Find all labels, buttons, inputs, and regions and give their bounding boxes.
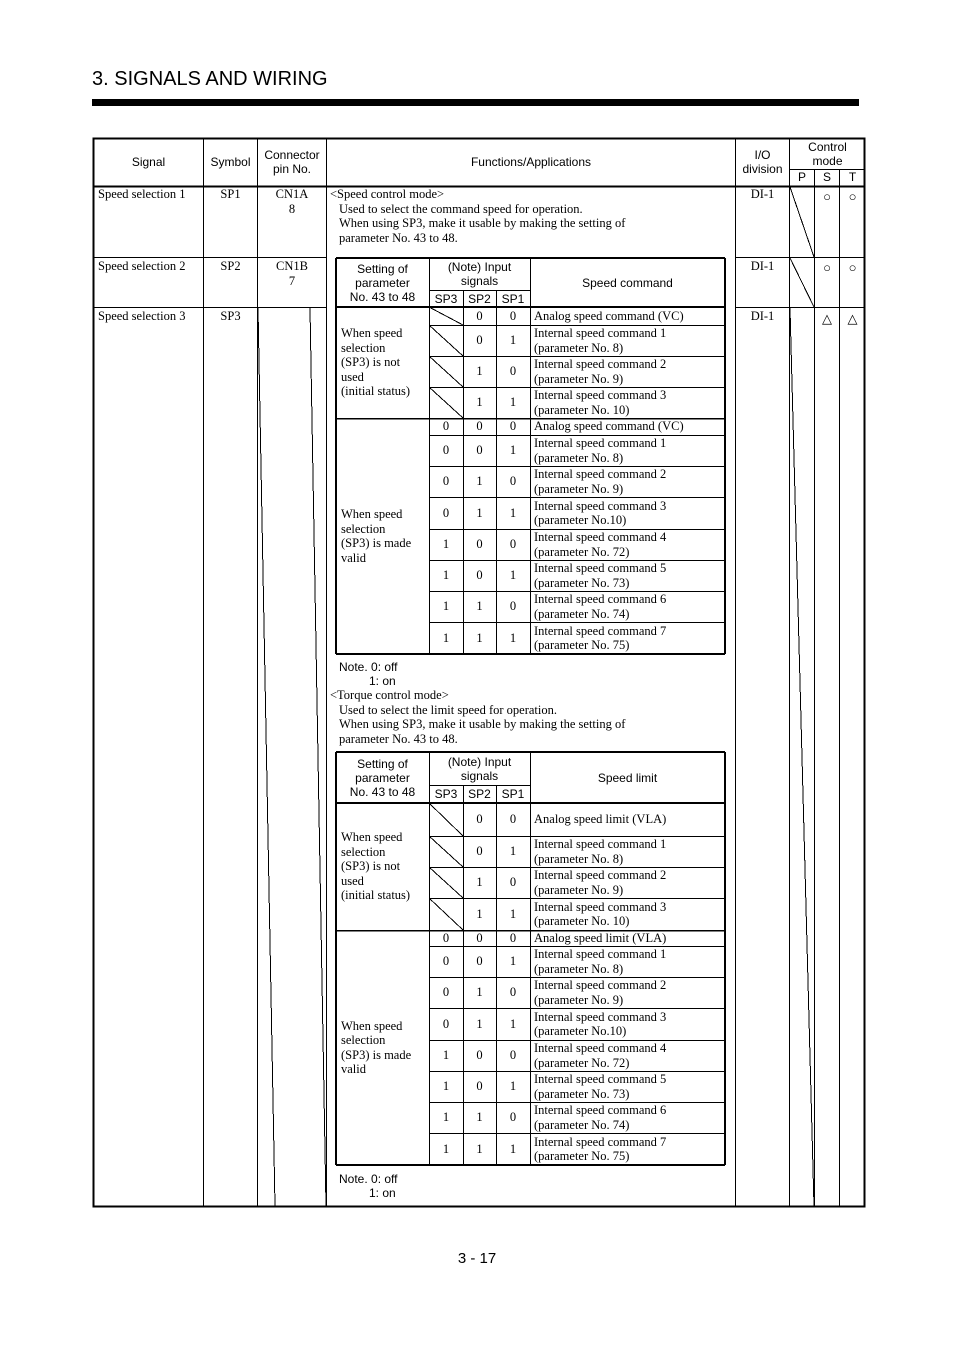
torque-mode-note: Note. 0: off 1: on bbox=[339, 1172, 398, 1200]
cell-sp2: 0 bbox=[476, 419, 483, 434]
cell-sp3: 1 bbox=[442, 630, 450, 645]
cell-sp2: 0 bbox=[476, 844, 483, 859]
signal-name: Speed selection 2 bbox=[98, 259, 186, 273]
cell-sp3: 0 bbox=[442, 954, 450, 969]
cell-sp1: 1 bbox=[509, 906, 517, 921]
mode-t-mark: ○ bbox=[848, 189, 857, 204]
cell-sp2: 1 bbox=[476, 1110, 483, 1125]
cell-sp1: 1 bbox=[509, 395, 517, 410]
cell-result: Internal speed command 2 (parameter No. 9) bbox=[534, 357, 667, 386]
header-signal: Signal bbox=[131, 155, 166, 169]
cell-sp1: 0 bbox=[509, 308, 517, 323]
mode-t-mark: ○ bbox=[848, 260, 857, 275]
cell-sp3: 0 bbox=[442, 474, 450, 489]
cell-sp2: 1 bbox=[476, 906, 483, 921]
mode-s-mark: ○ bbox=[823, 260, 831, 275]
grid-line bbox=[429, 867, 463, 898]
cell-result: Internal speed command 6 (parameter No. 74) bbox=[534, 592, 667, 621]
col-header-sp3: SP3 bbox=[434, 291, 458, 306]
cell-sp3: 1 bbox=[442, 537, 450, 552]
group-label-valid: When speed selection (SP3) is made valid bbox=[341, 1018, 412, 1076]
cell-result: Internal speed command 2 (parameter No. 9) bbox=[534, 868, 667, 897]
cell-sp2: 0 bbox=[476, 333, 483, 348]
cell-result: Internal speed command 4 (parameter No. 72) bbox=[534, 530, 667, 559]
page-number: 3 - 17 bbox=[457, 1250, 497, 1267]
cell-result: Internal speed command 3 (parameter No. 10) bbox=[534, 388, 667, 417]
cell-sp1: 1 bbox=[509, 1016, 517, 1031]
cell-sp1: 0 bbox=[509, 364, 517, 379]
cell-result: Analog speed command (VC) bbox=[534, 419, 684, 434]
signal-symbol: SP1 bbox=[220, 187, 241, 201]
cell-sp1: 0 bbox=[509, 537, 517, 552]
speed-mode-note: Note. 0: off 1: on bbox=[339, 660, 398, 688]
group-label-valid: When speed selection (SP3) is made valid bbox=[341, 507, 412, 565]
cell-sp1: 1 bbox=[509, 844, 517, 859]
cell-sp2: 0 bbox=[476, 1079, 483, 1094]
io-division: DI-1 bbox=[750, 187, 775, 201]
header-symbol: Symbol bbox=[210, 155, 251, 169]
cell-sp1: 0 bbox=[509, 474, 517, 489]
cell-sp1: 0 bbox=[509, 419, 517, 434]
cell-result: Internal speed command 5 (parameter No. 73) bbox=[534, 1072, 667, 1101]
cell-sp1: 1 bbox=[509, 505, 517, 520]
speed-mode-heading: <Speed control mode> bbox=[330, 187, 445, 201]
signal-symbol: SP3 bbox=[220, 309, 241, 323]
connector-pin: CN1A 8 bbox=[275, 187, 309, 216]
header-mode-p: P bbox=[797, 170, 806, 184]
cell-result: Internal speed command 1 (parameter No. 8) bbox=[534, 947, 667, 976]
cell-sp1: 0 bbox=[509, 812, 517, 827]
cell-sp2: 1 bbox=[476, 1016, 483, 1031]
cell-result: Analog speed limit (VLA) bbox=[534, 930, 667, 945]
col-header-sp1: SP1 bbox=[501, 787, 525, 801]
signal-name: Speed selection 1 bbox=[98, 187, 186, 201]
cell-sp2: 0 bbox=[476, 537, 483, 552]
cell-result: Internal speed command 1 (parameter No. 8) bbox=[534, 436, 667, 465]
cell-sp3: 1 bbox=[442, 568, 450, 583]
col-header-sp3: SP3 bbox=[434, 787, 458, 801]
cell-sp3: 1 bbox=[442, 1079, 450, 1094]
cell-sp2: 0 bbox=[476, 812, 483, 827]
cell-sp2: 0 bbox=[476, 954, 483, 969]
col-header-sp2: SP2 bbox=[468, 787, 491, 801]
torque-mode-heading: <Torque control mode> bbox=[330, 688, 449, 702]
cell-sp1: 0 bbox=[509, 930, 517, 945]
cell-result: Internal speed command 3 (parameter No.10) bbox=[534, 1009, 667, 1038]
cell-sp2: 1 bbox=[476, 1141, 483, 1156]
cell-sp3: 1 bbox=[442, 1048, 450, 1063]
header-io: I/O division bbox=[742, 148, 783, 176]
cell-sp2: 1 bbox=[476, 474, 483, 489]
cell-result: Analog speed command (VC) bbox=[534, 308, 684, 323]
signal-symbol: SP2 bbox=[220, 259, 241, 273]
col-header-sp2: SP2 bbox=[468, 291, 491, 306]
cell-result: Internal speed command 7 (parameter No. 75) bbox=[534, 1134, 667, 1163]
cell-sp2: 1 bbox=[476, 630, 483, 645]
cell-sp1: 0 bbox=[509, 1048, 517, 1063]
cell-result: Internal speed command 2 (parameter No. 9) bbox=[534, 978, 667, 1007]
cell-sp1: 1 bbox=[509, 630, 517, 645]
cell-sp3: 0 bbox=[442, 1016, 450, 1031]
cell-result: Internal speed command 3 (parameter No.10) bbox=[534, 498, 667, 527]
connector-pin: CN1B 7 bbox=[276, 259, 308, 288]
header-connector: Connector pin No. bbox=[264, 148, 320, 176]
cell-sp1: 1 bbox=[509, 954, 517, 969]
col-header-sp1: SP1 bbox=[501, 291, 525, 306]
header-mode-s: S bbox=[822, 170, 831, 184]
cell-sp2: 1 bbox=[476, 875, 483, 890]
mode-s-mark: ○ bbox=[823, 189, 831, 204]
signal-name: Speed selection 3 bbox=[98, 309, 186, 323]
cell-result: Internal speed command 1 (parameter No. 8) bbox=[534, 837, 667, 866]
cell-sp1: 1 bbox=[509, 568, 517, 583]
cell-sp2: 1 bbox=[476, 985, 483, 1000]
cell-sp2: 1 bbox=[476, 395, 483, 410]
cell-result: Internal speed command 7 (parameter No. 75) bbox=[534, 623, 667, 652]
cell-sp1: 0 bbox=[509, 985, 517, 1000]
io-division: DI-1 bbox=[750, 309, 775, 323]
grid-line bbox=[429, 836, 463, 867]
cell-sp1: 0 bbox=[509, 599, 517, 614]
col-header-setting: Setting of parameter No. 43 to 48 bbox=[349, 261, 416, 304]
cell-result: Internal speed command 5 (parameter No. 73) bbox=[534, 561, 667, 590]
col-header-result: Speed command bbox=[582, 275, 673, 290]
cell-result: Internal speed command 3 (parameter No. 10) bbox=[534, 899, 667, 928]
cell-sp3: 0 bbox=[442, 505, 450, 520]
cell-sp3: 0 bbox=[442, 930, 450, 945]
cell-result: Analog speed limit (VLA) bbox=[534, 812, 667, 827]
cell-sp2: 0 bbox=[476, 308, 483, 323]
mode-t-mark: △ bbox=[847, 311, 858, 326]
grid-line bbox=[429, 898, 463, 930]
mode-s-mark: △ bbox=[822, 311, 832, 326]
cell-result: Internal speed command 6 (parameter No. 74) bbox=[534, 1103, 667, 1132]
cell-result: Internal speed command 4 (parameter No. 72) bbox=[534, 1041, 667, 1070]
group-label-not-used: When speed selection (SP3) is not used (initial status) bbox=[341, 326, 411, 399]
cell-sp3: 1 bbox=[442, 599, 450, 614]
cell-result: Internal speed command 1 (parameter No. 8) bbox=[534, 326, 667, 355]
io-division: DI-1 bbox=[750, 259, 775, 273]
cell-result: Internal speed command 2 (parameter No. 9) bbox=[534, 467, 667, 496]
cell-sp2: 0 bbox=[476, 443, 483, 458]
group-label-not-used: When speed selection (SP3) is not used (initial status) bbox=[341, 830, 411, 903]
cell-sp3: 0 bbox=[442, 419, 450, 434]
cell-sp1: 1 bbox=[509, 1141, 517, 1156]
cell-sp3: 0 bbox=[442, 985, 450, 1000]
cell-sp3: 1 bbox=[442, 1141, 450, 1156]
cell-sp2: 0 bbox=[476, 1048, 483, 1063]
cell-sp1: 1 bbox=[509, 1079, 517, 1094]
col-header-setting: Setting of parameter No. 43 to 48 bbox=[349, 756, 416, 799]
col-header-result: Speed limit bbox=[597, 770, 658, 785]
cell-sp1: 0 bbox=[509, 1110, 517, 1125]
cell-sp2: 1 bbox=[476, 364, 483, 379]
grid-line bbox=[429, 803, 463, 836]
cell-sp1: 1 bbox=[509, 443, 517, 458]
cell-sp2: 1 bbox=[476, 505, 483, 520]
cell-sp1: 0 bbox=[509, 875, 517, 890]
cell-sp2: 1 bbox=[476, 599, 483, 614]
page-title: 3. SIGNALS AND WIRING bbox=[92, 68, 328, 90]
col-header-input-signals: (Note) Input signals bbox=[447, 260, 512, 288]
torque-mode-description: Used to select the limit speed for operation. When using SP3, make it usable by making the setting of parameter No. 43 to 48. bbox=[339, 702, 626, 746]
cell-sp2: 0 bbox=[476, 930, 483, 945]
cell-sp3: 0 bbox=[442, 443, 450, 458]
header-control-mode: Control mode bbox=[808, 140, 847, 168]
col-header-input-signals: (Note) Input signals bbox=[447, 754, 512, 783]
speed-mode-description: Used to select the command speed for operation. When using SP3, make it usable by making the setting of parameter No. 43 to 48. bbox=[339, 201, 626, 245]
cell-sp1: 1 bbox=[509, 333, 517, 348]
cell-sp3: 1 bbox=[442, 1110, 450, 1125]
cell-sp2: 0 bbox=[476, 568, 483, 583]
header-functions: Functions/Applications bbox=[470, 155, 592, 169]
header-mode-t: T bbox=[848, 170, 857, 184]
